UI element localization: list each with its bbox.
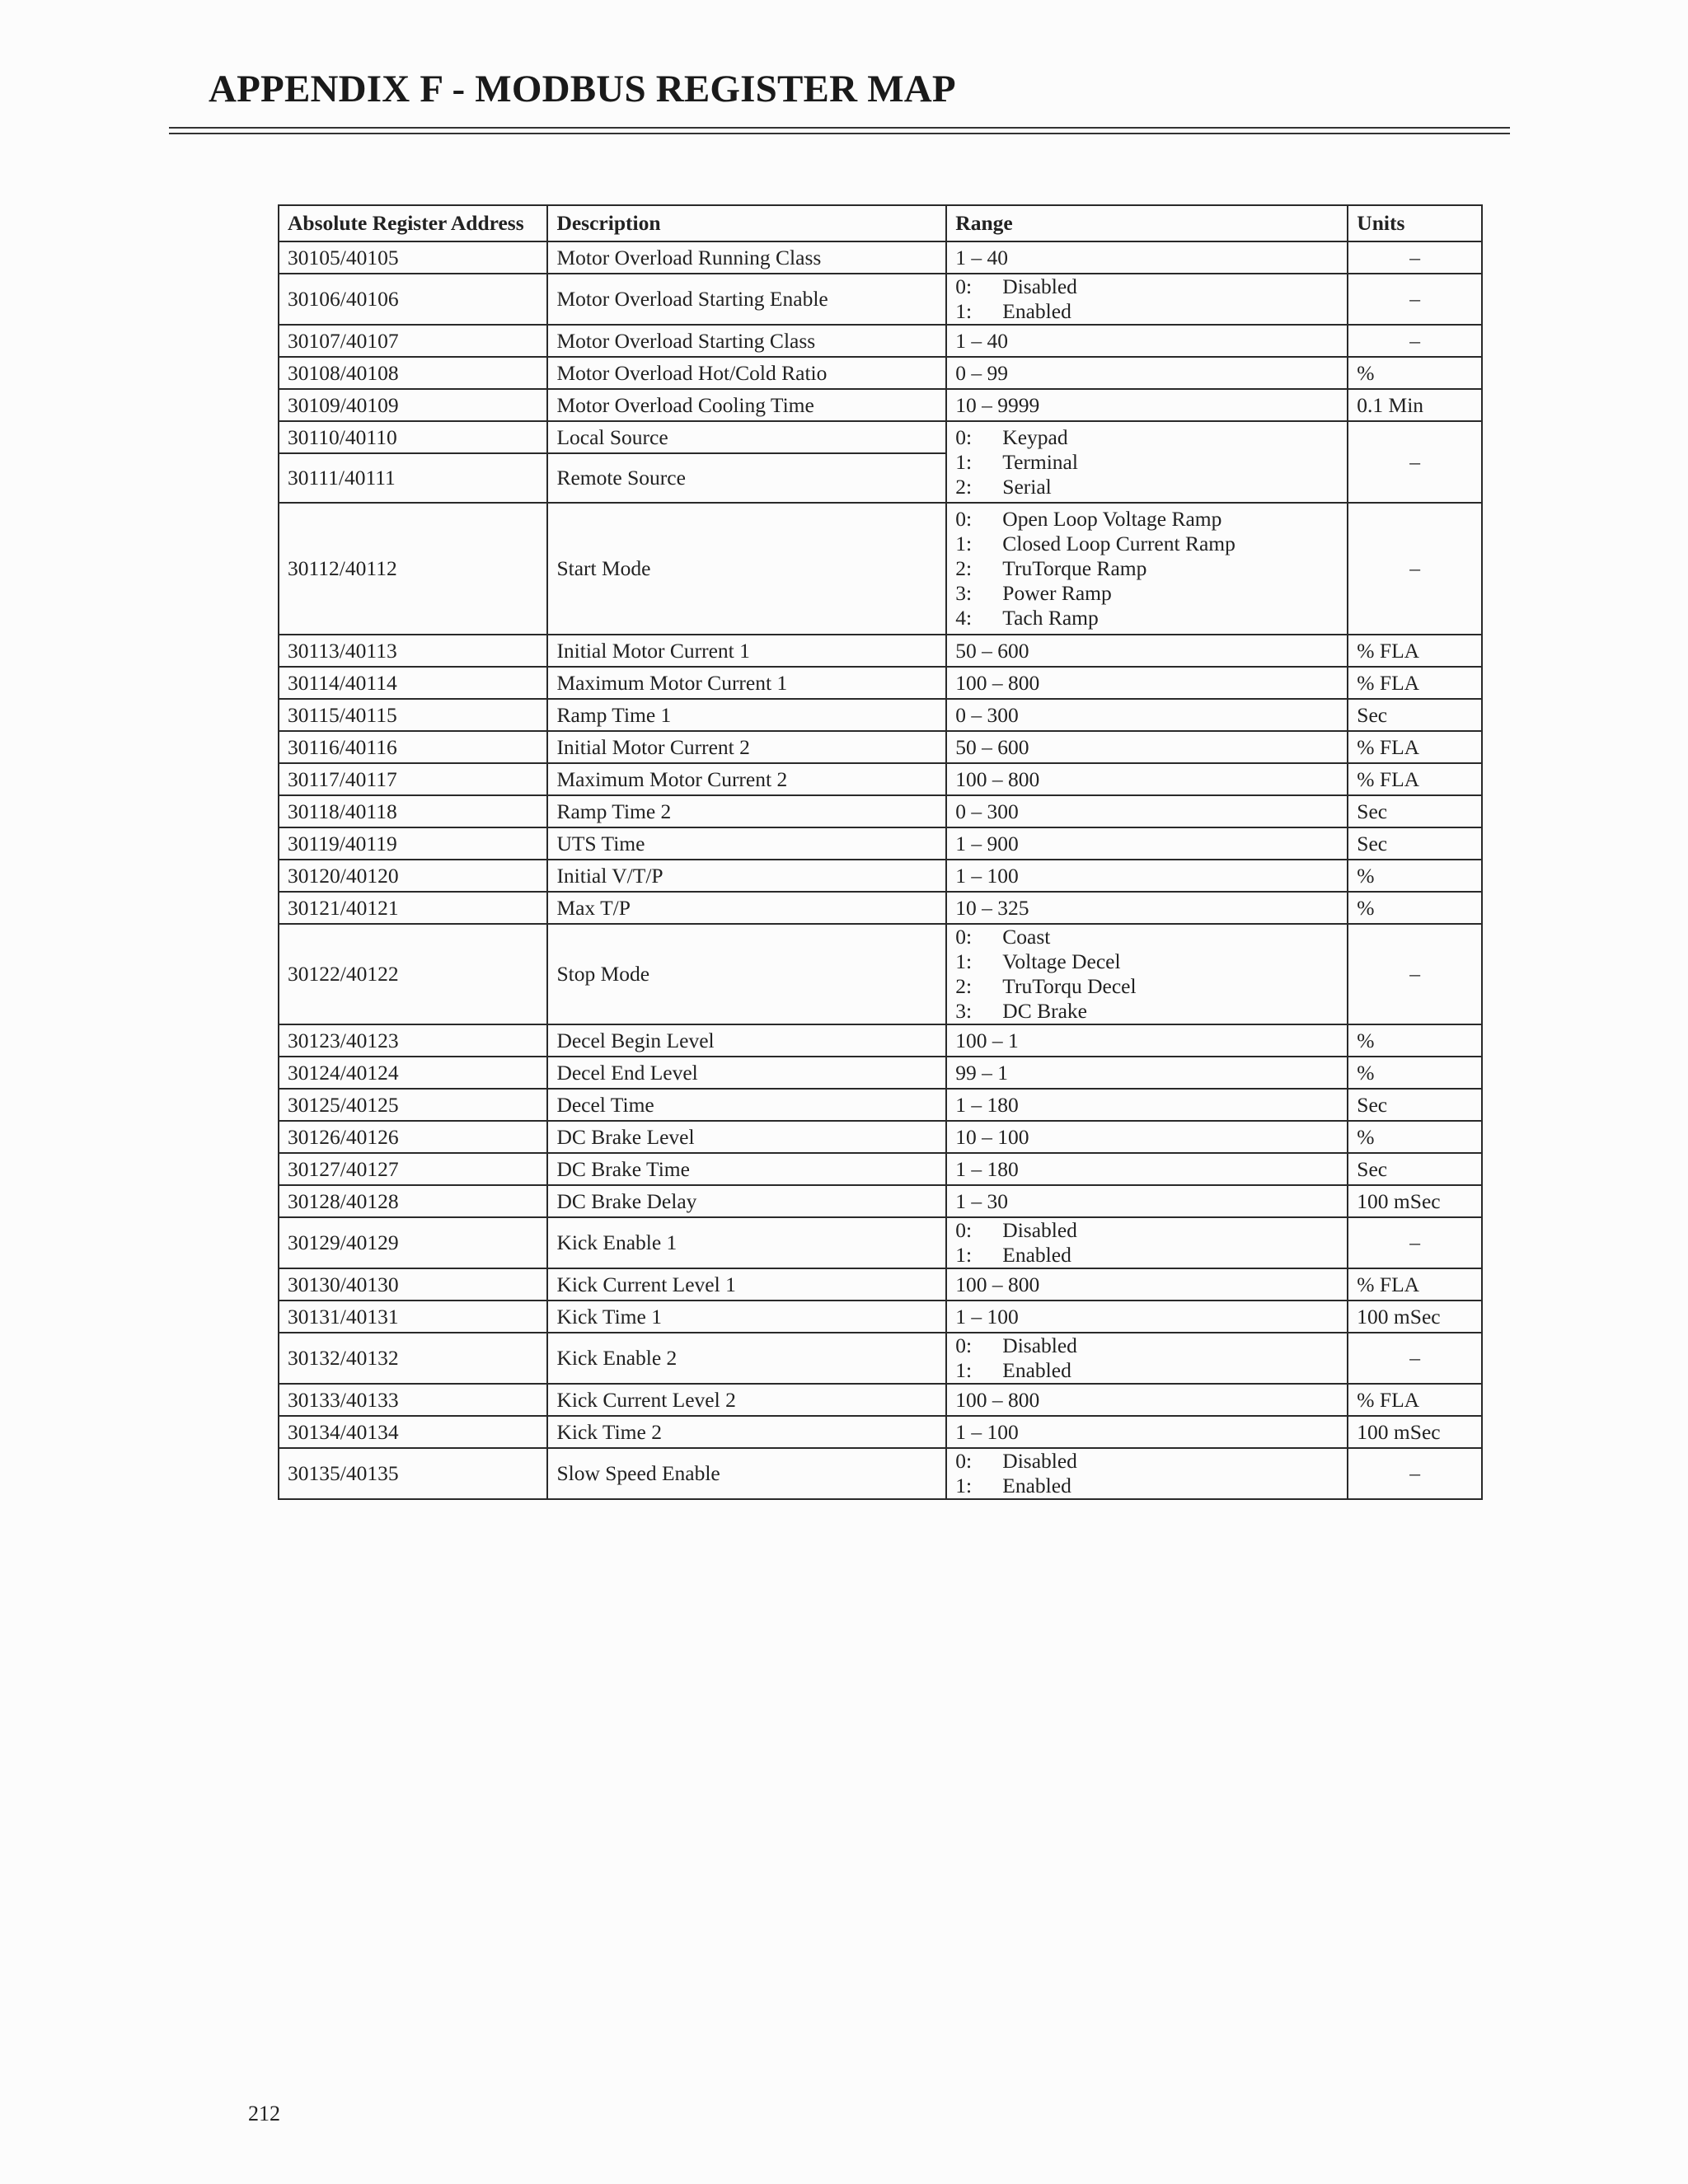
header-units: Units (1348, 205, 1482, 241)
page-title: APPENDIX F - MODBUS REGISTER MAP (209, 68, 956, 110)
register-range: 100 – 800 (946, 1384, 1348, 1416)
table-row (279, 1384, 1482, 1416)
option-code: 2: (955, 556, 973, 580)
register-address: 30123/40123 (279, 1024, 547, 1057)
table-row (279, 699, 1482, 731)
register-range: 50 – 600 (946, 635, 1348, 667)
register-units: % FLA (1348, 1384, 1482, 1416)
register-description: Local Source (547, 421, 946, 453)
register-description: Decel Time (547, 1089, 946, 1121)
option-code: 3: (955, 581, 973, 605)
register-range: 1 – 100 (946, 1416, 1348, 1448)
register-description: Slow Speed Enable (547, 1448, 946, 1499)
register-range: 100 – 1 (946, 1024, 1348, 1057)
register-address: 30112/40112 (279, 503, 547, 635)
option-label: Disabled (1002, 1333, 1077, 1357)
option-code: 2: (955, 474, 973, 499)
register-range: 1 – 100 (946, 860, 1348, 892)
range-option (955, 532, 1339, 556)
register-units: – (1348, 503, 1482, 635)
register-units: % FLA (1348, 731, 1482, 763)
header-description: Description (547, 205, 946, 241)
option-code: 1: (955, 1474, 973, 1497)
range-option (955, 556, 1339, 581)
range-option (955, 1333, 1339, 1358)
register-address: 30124/40124 (279, 1057, 547, 1089)
register-range: 50 – 600 (946, 731, 1348, 763)
register-range: 0 – 300 (946, 795, 1348, 827)
register-units: Sec (1348, 1089, 1482, 1121)
register-description: Start Mode (547, 503, 946, 635)
register-description: Motor Overload Starting Class (547, 325, 946, 357)
range-option (955, 1218, 1339, 1243)
table-row (279, 1448, 1482, 1499)
register-address: 30129/40129 (279, 1217, 547, 1268)
table-row (279, 325, 1482, 357)
register-units: % (1348, 1057, 1482, 1089)
register-units: 100 mSec (1348, 1416, 1482, 1448)
register-description: Initial Motor Current 1 (547, 635, 946, 667)
register-description: Kick Current Level 1 (547, 1268, 946, 1301)
register-description: Max T/P (547, 892, 946, 924)
register-range: 1 – 40 (946, 241, 1348, 274)
register-description: Ramp Time 2 (547, 795, 946, 827)
table-row (279, 1153, 1482, 1185)
register-range: 100 – 800 (946, 1268, 1348, 1301)
header-range: Range (946, 205, 1348, 241)
register-range: 1 – 40 (946, 325, 1348, 357)
register-range: 1 – 180 (946, 1089, 1348, 1121)
option-label: Open Loop Voltage Ramp (1002, 507, 1222, 531)
register-range: 100 – 800 (946, 667, 1348, 699)
register-units: Sec (1348, 827, 1482, 860)
register-description: Ramp Time 1 (547, 699, 946, 731)
register-range: 10 – 9999 (946, 389, 1348, 421)
register-address: 30127/40127 (279, 1153, 547, 1185)
register-units: – (1348, 325, 1482, 357)
register-units: 100 mSec (1348, 1185, 1482, 1217)
range-option (955, 299, 1339, 324)
option-label: Enabled (1002, 1474, 1071, 1497)
option-code: 0: (955, 1449, 973, 1473)
table-row (279, 1089, 1482, 1121)
register-address: 30126/40126 (279, 1121, 547, 1153)
range-option (955, 475, 1339, 499)
register-units: % (1348, 1024, 1482, 1057)
option-label: DC Brake (1002, 999, 1087, 1023)
option-code: 2: (955, 974, 973, 998)
range-option (955, 1449, 1339, 1474)
register-address: 30135/40135 (279, 1448, 547, 1499)
register-description: Initial V/T/P (547, 860, 946, 892)
register-units: % (1348, 357, 1482, 389)
register-description: Motor Overload Hot/Cold Ratio (547, 357, 946, 389)
register-units: % (1348, 860, 1482, 892)
register-address: 30117/40117 (279, 763, 547, 795)
register-address: 30113/40113 (279, 635, 547, 667)
register-description: Motor Overload Starting Enable (547, 274, 946, 325)
register-description: Remote Source (547, 453, 946, 503)
option-code: 0: (955, 274, 973, 298)
register-range (946, 924, 1348, 1024)
register-address: 30118/40118 (279, 795, 547, 827)
option-label: Enabled (1002, 1243, 1071, 1267)
option-label: Enabled (1002, 1358, 1071, 1382)
register-units: % (1348, 892, 1482, 924)
register-range: 10 – 325 (946, 892, 1348, 924)
range-option (955, 274, 1339, 299)
register-address: 30114/40114 (279, 667, 547, 699)
table-row (279, 357, 1482, 389)
register-address: 30120/40120 (279, 860, 547, 892)
table-row (279, 389, 1482, 421)
option-label: Tach Ramp (1002, 606, 1099, 630)
table-row (279, 274, 1482, 325)
register-description: Stop Mode (547, 924, 946, 1024)
option-code: 0: (955, 1333, 973, 1357)
modbus-register-table (278, 204, 1483, 1500)
register-address: 30130/40130 (279, 1268, 547, 1301)
register-range (946, 1333, 1348, 1384)
register-address: 30121/40121 (279, 892, 547, 924)
table-row (279, 1217, 1482, 1268)
option-label: Closed Loop Current Ramp (1002, 532, 1236, 555)
register-description: Kick Enable 2 (547, 1333, 946, 1384)
register-address: 30109/40109 (279, 389, 547, 421)
page-number: 212 (248, 2102, 280, 2125)
range-option (955, 974, 1339, 999)
register-range (946, 503, 1348, 635)
option-label: Voltage Decel (1002, 949, 1121, 973)
table-row (279, 1024, 1482, 1057)
register-units: % FLA (1348, 763, 1482, 795)
register-description: Kick Time 1 (547, 1301, 946, 1333)
register-units: – (1348, 1333, 1482, 1384)
table-header-row (279, 205, 1482, 241)
register-address: 30133/40133 (279, 1384, 547, 1416)
register-range: 0 – 99 (946, 357, 1348, 389)
register-units: 100 mSec (1348, 1301, 1482, 1333)
table-row (279, 827, 1482, 860)
register-address: 30131/40131 (279, 1301, 547, 1333)
option-code: 0: (955, 424, 973, 449)
option-code: 0: (955, 1218, 973, 1242)
register-description: Motor Overload Cooling Time (547, 389, 946, 421)
register-address: 30119/40119 (279, 827, 547, 860)
table-row (279, 892, 1482, 924)
range-option (955, 1474, 1339, 1498)
range-option (955, 1243, 1339, 1268)
option-code: 1: (955, 949, 973, 973)
register-address: 30106/40106 (279, 274, 547, 325)
register-range: 100 – 800 (946, 763, 1348, 795)
register-description: Kick Enable 1 (547, 1217, 946, 1268)
register-units: % FLA (1348, 667, 1482, 699)
register-description: UTS Time (547, 827, 946, 860)
table-row (279, 924, 1482, 1024)
register-address: 30107/40107 (279, 325, 547, 357)
option-code: 3: (955, 999, 973, 1023)
option-label: Coast (1002, 925, 1051, 949)
option-code: 1: (955, 299, 973, 323)
option-code: 1: (955, 1358, 973, 1382)
option-label: TruTorqu Decel (1002, 974, 1137, 998)
register-units: – (1348, 1217, 1482, 1268)
table-row (279, 503, 1482, 635)
register-units: 0.1 Min (1348, 389, 1482, 421)
option-label: Disabled (1002, 274, 1077, 298)
table-row (279, 667, 1482, 699)
register-description: Decel Begin Level (547, 1024, 946, 1057)
register-units: % FLA (1348, 635, 1482, 667)
register-range (946, 274, 1348, 325)
table-row (279, 635, 1482, 667)
option-label: Serial (1002, 474, 1052, 499)
table-row (279, 1416, 1482, 1448)
table-row (279, 1301, 1482, 1333)
range-option (955, 925, 1339, 949)
table-body (279, 241, 1482, 1499)
register-description: DC Brake Level (547, 1121, 946, 1153)
range-option (955, 581, 1339, 606)
register-address: 30108/40108 (279, 357, 547, 389)
register-units: – (1348, 1448, 1482, 1499)
option-code: 1: (955, 532, 973, 555)
register-address: 30125/40125 (279, 1089, 547, 1121)
register-range: 99 – 1 (946, 1057, 1348, 1089)
register-description: DC Brake Delay (547, 1185, 946, 1217)
register-range (946, 1448, 1348, 1499)
register-address: 30111/40111 (279, 453, 547, 503)
register-range: 1 – 900 (946, 827, 1348, 860)
register-range: 1 – 30 (946, 1185, 1348, 1217)
table-row (279, 731, 1482, 763)
register-address: 30110/40110 (279, 421, 547, 453)
table-row (279, 421, 1482, 453)
option-label: Power Ramp (1002, 581, 1112, 605)
register-address: 30122/40122 (279, 924, 547, 1024)
register-range: 10 – 100 (946, 1121, 1348, 1153)
table-row (279, 860, 1482, 892)
table-row (279, 795, 1482, 827)
register-address: 30134/40134 (279, 1416, 547, 1448)
range-option (955, 606, 1339, 630)
option-code: 1: (955, 449, 973, 474)
option-code: 0: (955, 925, 973, 949)
register-description: Initial Motor Current 2 (547, 731, 946, 763)
table-row (279, 1333, 1482, 1384)
register-description: Decel End Level (547, 1057, 946, 1089)
range-option (955, 949, 1339, 974)
register-description: Kick Current Level 2 (547, 1384, 946, 1416)
range-option (955, 999, 1339, 1024)
option-label: Disabled (1002, 1218, 1077, 1242)
table-row (279, 1121, 1482, 1153)
register-description: Maximum Motor Current 2 (547, 763, 946, 795)
register-address: 30132/40132 (279, 1333, 547, 1384)
register-units: – (1348, 241, 1482, 274)
register-range: 1 – 180 (946, 1153, 1348, 1185)
table-row (279, 1057, 1482, 1089)
table-row (279, 763, 1482, 795)
header-address: Absolute Register Address (279, 205, 547, 241)
register-address: 30105/40105 (279, 241, 547, 274)
table-row (279, 241, 1482, 274)
register-units: % (1348, 1121, 1482, 1153)
register-address: 30116/40116 (279, 731, 547, 763)
table-row (279, 1268, 1482, 1301)
table-row (279, 1185, 1482, 1217)
option-label: Enabled (1002, 299, 1071, 323)
register-units: – (1348, 421, 1482, 503)
range-option (955, 425, 1339, 450)
option-label: Keypad (1002, 424, 1068, 449)
register-units: Sec (1348, 1153, 1482, 1185)
register-address: 30115/40115 (279, 699, 547, 731)
option-code: 1: (955, 1243, 973, 1267)
option-code: 0: (955, 507, 973, 531)
register-range (946, 1217, 1348, 1268)
option-code: 4: (955, 606, 973, 630)
register-description: Motor Overload Running Class (547, 241, 946, 274)
register-units: % FLA (1348, 1268, 1482, 1301)
register-units: Sec (1348, 795, 1482, 827)
register-range: 1 – 100 (946, 1301, 1348, 1333)
range-option (955, 507, 1339, 532)
register-units: – (1348, 924, 1482, 1024)
range-option (955, 1358, 1339, 1383)
register-range: 0 – 300 (946, 699, 1348, 731)
register-description: Kick Time 2 (547, 1416, 946, 1448)
register-address: 30128/40128 (279, 1185, 547, 1217)
register-units: Sec (1348, 699, 1482, 731)
option-label: Terminal (1002, 449, 1078, 474)
option-label: TruTorque Ramp (1002, 556, 1147, 580)
title-double-rule (169, 127, 1510, 134)
register-range (946, 421, 1348, 503)
option-label: Disabled (1002, 1449, 1077, 1473)
register-units: – (1348, 274, 1482, 325)
range-option (955, 450, 1339, 475)
register-description: DC Brake Time (547, 1153, 946, 1185)
register-description: Maximum Motor Current 1 (547, 667, 946, 699)
